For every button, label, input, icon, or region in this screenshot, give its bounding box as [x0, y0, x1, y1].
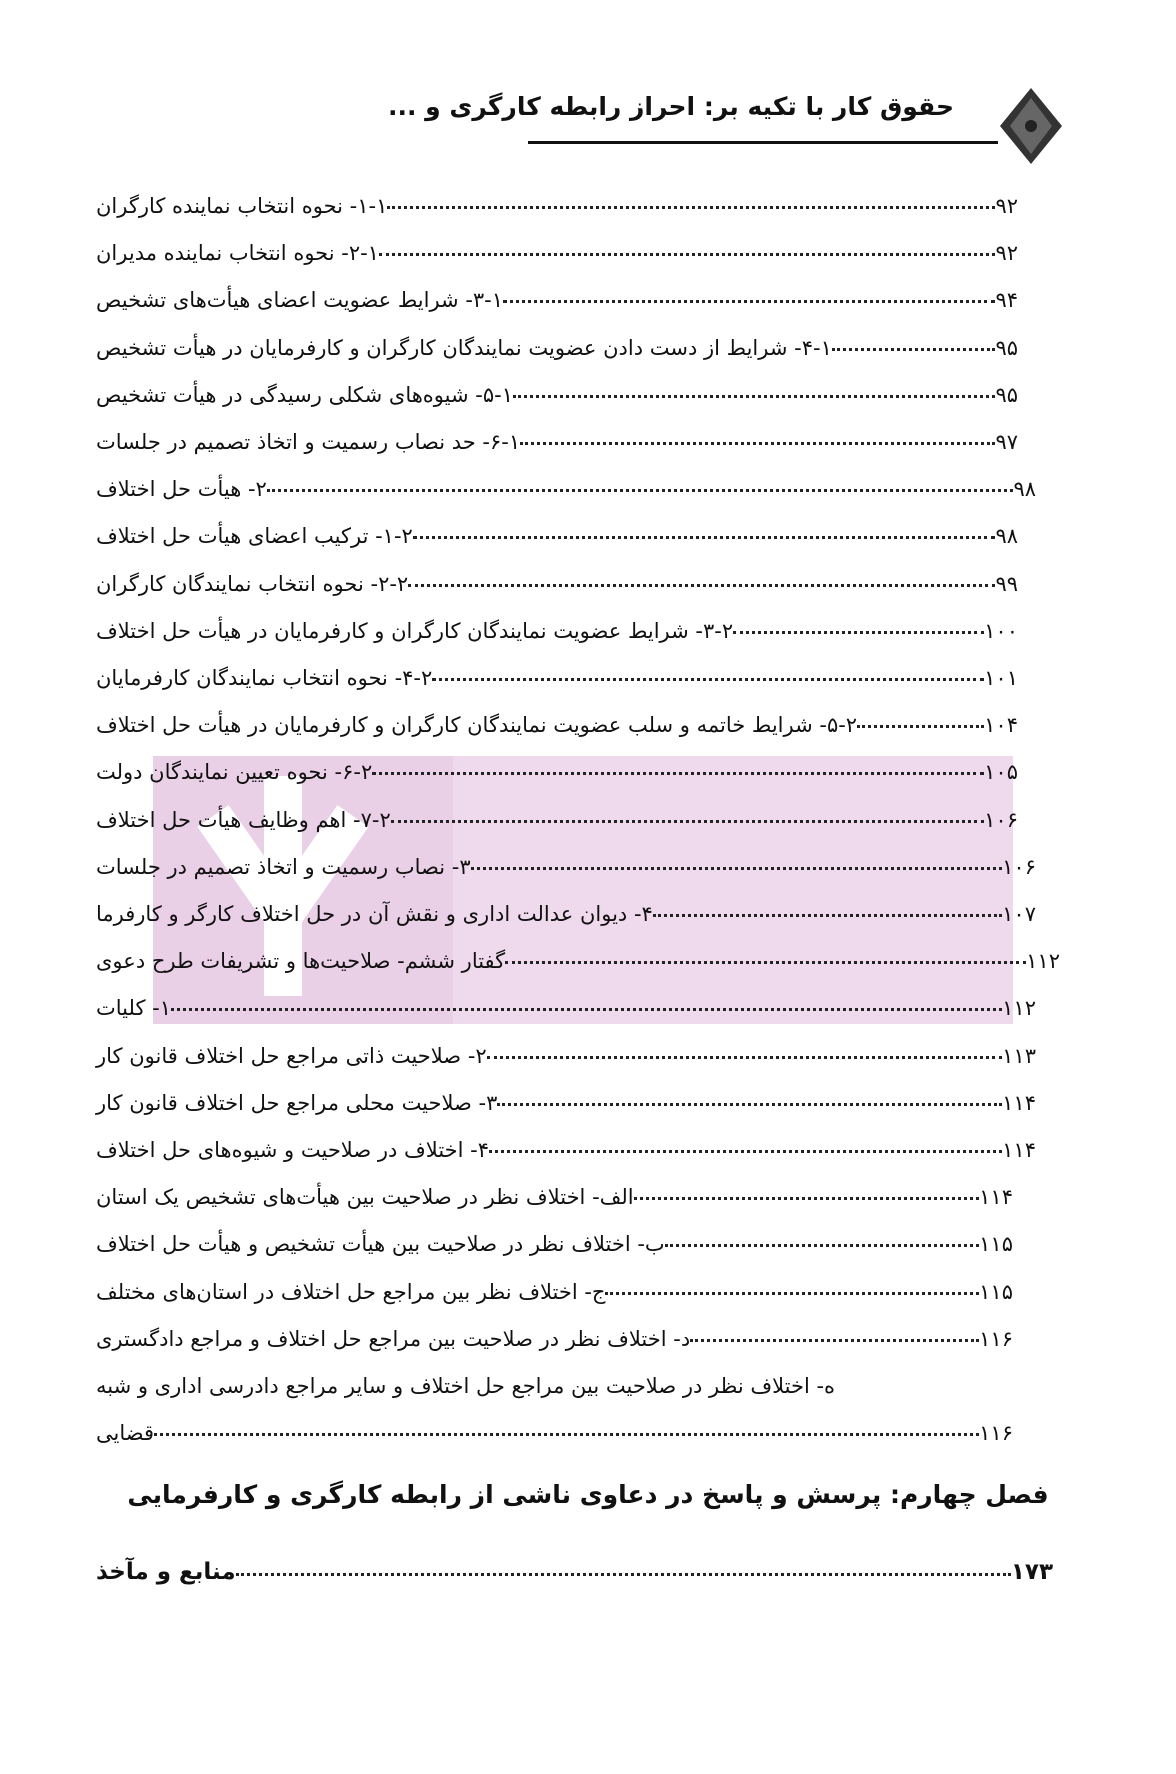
toc-entry[interactable] — [92, 933, 1062, 973]
toc-entry-label: ۲- هیأت حل اختلاف — [96, 477, 267, 502]
toc-entry[interactable] — [92, 508, 1020, 548]
toc-entry-page: ۱۰۶ — [1002, 854, 1036, 879]
dot-leader — [154, 1433, 979, 1436]
dot-leader — [372, 772, 984, 775]
header-rule — [528, 141, 998, 144]
toc-entry-page: ۹۷ — [995, 430, 1018, 454]
toc-entry[interactable] — [92, 1028, 1038, 1068]
toc-entry-page: ۱۰۵ — [984, 760, 1018, 785]
toc-entry[interactable] — [92, 225, 1020, 265]
dot-leader — [690, 1339, 979, 1342]
dot-leader — [503, 300, 995, 303]
toc-entry-label: ۵-۱- شیوه‌های شکلی رسیدگی در هیأت تشخیص — [96, 382, 513, 407]
toc-entry-label: الف- اختلاف نظر در صلاحیت بین هیأت‌های تشخیص یک استان — [96, 1185, 634, 1210]
toc-entry[interactable] — [92, 1358, 1015, 1398]
toc-entry[interactable] — [92, 839, 1038, 879]
toc-entry-label: ۱-۱- نحوه انتخاب نماینده کارگران — [96, 194, 388, 218]
toc-entry-page: ۱۱۲ — [1002, 996, 1036, 1021]
dot-leader — [513, 395, 995, 398]
toc-entry-label: ۳-۲- شرایط عضویت نمایندگان کارگران و کارفرمایان در هیأت حل اختلاف — [96, 618, 734, 643]
toc-entry-page: ۹۵ — [995, 382, 1018, 407]
dot-leader — [413, 536, 996, 539]
toc-entry-page: ۹۴ — [995, 288, 1018, 313]
toc-entry-label: ۶-۲- نحوه تعیین نمایندگان دولت — [96, 760, 373, 785]
toc-entry[interactable] — [92, 650, 1020, 690]
toc-entry-label: ه- اختلاف نظر در صلاحیت بین مراجع حل اختلاف و سایر مراجع دادرسی اداری و شبه — [96, 1374, 836, 1398]
toc-entry-page: ۱۰۶ — [984, 807, 1018, 832]
toc-entry-label: ۴- اختلاف در صلاحیت و شیوه‌های حل اختلاف — [96, 1138, 490, 1162]
toc-entry[interactable] — [92, 556, 1020, 596]
dot-leader — [171, 1008, 1002, 1011]
toc-entry-label: گفتار ششم- صلاحیت‌ها و تشریفات طرح دعوی — [96, 949, 506, 974]
toc-entry[interactable] — [92, 744, 1020, 784]
toc-entry-label: ۷-۲- اهم وظایف هیأت حل اختلاف — [96, 807, 391, 832]
dot-leader — [653, 914, 1002, 917]
toc-entry-page: ۹۲ — [995, 241, 1018, 266]
toc-entry-label: منابع و مآخذ — [96, 1559, 236, 1585]
dot-leader — [505, 961, 1026, 964]
toc-entry-label: ۲-۲- نحوه انتخاب نمایندگان کارگران — [96, 571, 409, 596]
toc-entry-page: ۱۱۴ — [979, 1185, 1013, 1210]
toc-entry[interactable] — [92, 1264, 1015, 1304]
toc-entry-page: ۹۸ — [1013, 477, 1036, 502]
toc-entry-page: ۱۰۰ — [984, 618, 1018, 643]
toc-entry[interactable] — [92, 1122, 1038, 1162]
toc-entry-label: ب- اختلاف نظر در صلاحیت بین هیأت تشخیص و هیأت حل اختلاف — [96, 1232, 665, 1257]
toc-entry[interactable] — [92, 1075, 1038, 1115]
toc-entry[interactable] — [92, 792, 1020, 832]
toc-entry[interactable] — [92, 1311, 1015, 1351]
toc-entry-label: ۶-۱- حد نصاب رسمیت و اتخاذ تصمیم در جلسات — [96, 430, 521, 454]
dot-leader — [832, 348, 996, 351]
toc-entry[interactable] — [92, 603, 1020, 643]
toc-entry[interactable] — [92, 697, 1020, 737]
toc-entry-page: ۱۱۶ — [979, 1326, 1013, 1351]
dot-leader — [379, 253, 995, 256]
dot-leader — [408, 584, 995, 587]
dot-leader — [432, 678, 984, 681]
dot-leader — [391, 820, 984, 823]
chapter-heading: فصل چهارم: پرسش و پاسخ در دعاوی ناشی از رابطه کارگری و کارفرمایی — [127, 1480, 1049, 1509]
toc-entry-label: ۲- صلاحیت ذاتی مراجع حل اختلاف قانون کار — [96, 1043, 487, 1068]
running-header-title: حقوق کار با تکیه بر: احراز رابطه کارگری و ... — [387, 92, 954, 121]
dot-leader — [733, 631, 984, 634]
dot-leader — [665, 1244, 979, 1247]
toc-entry[interactable] — [92, 414, 1020, 454]
toc-entry[interactable] — [92, 1169, 1015, 1209]
toc-entry[interactable] — [92, 178, 1020, 218]
dot-leader — [387, 206, 995, 209]
toc-entry[interactable] — [92, 320, 1020, 360]
toc-entry-label: ۴-۲- نحوه انتخاب نمایندگان کارفرمایان — [96, 666, 433, 690]
dot-leader — [267, 489, 1014, 492]
toc-entry-label: ۲-۱- نحوه انتخاب نماینده مدیران — [96, 241, 379, 266]
toc-entry-label: قضایی — [96, 1421, 154, 1446]
toc-entry-page: ۹۵ — [995, 335, 1018, 360]
toc-entry-label: ۳- نصاب رسمیت و اتخاذ تصمیم در جلسات — [96, 854, 471, 879]
toc-entry-page: ۱۱۴ — [1002, 1090, 1036, 1115]
toc-entry-label: ج- اختلاف نظر بین مراجع حل اختلاف در استان‌های مختلف — [96, 1279, 606, 1304]
dot-leader — [605, 1292, 979, 1295]
toc-entry-page: ۱۱۶ — [979, 1421, 1013, 1446]
toc-entry-label: ۳- صلاحیت محلی مراجع حل اختلاف قانون کار — [96, 1090, 498, 1115]
toc-entry-label: ۵-۲- شرایط خاتمه و سلب عضویت نمایندگان کارگران و کارفرمایان در هیأت حل اختلاف — [96, 713, 858, 738]
toc-entry-page: ۹۹ — [995, 571, 1018, 596]
toc-entry-page: ۱۱۴ — [1002, 1138, 1036, 1162]
dot-leader — [489, 1150, 1002, 1153]
toc-entry[interactable] — [92, 367, 1020, 407]
toc-entry-page: ۹۸ — [995, 524, 1018, 549]
toc-entry-label: ۱- کلیات — [96, 996, 171, 1021]
dot-leader — [487, 1056, 1002, 1059]
toc-entry[interactable] — [92, 980, 1038, 1020]
toc-entry-page: ۱۰۱ — [984, 666, 1018, 690]
dot-leader — [520, 442, 995, 445]
toc-entry-label: ۴- دیوان عدالت اداری و نقش آن در حل اختلاف کارگر و کارفرما — [96, 902, 653, 926]
toc-entry-page: ۹۲ — [995, 194, 1018, 218]
dot-leader — [634, 1197, 980, 1200]
dot-leader — [857, 725, 984, 728]
dot-leader — [471, 867, 1003, 870]
toc-entry[interactable] — [92, 1405, 1015, 1445]
toc-entry[interactable] — [92, 461, 1038, 501]
page-ornament-diamond-icon — [1000, 88, 1062, 164]
toc-entry-page: ۱۱۲ — [1026, 949, 1060, 974]
toc-entry[interactable] — [92, 886, 1038, 926]
toc-entry-page: ۱۰۴ — [984, 713, 1018, 738]
toc-entry-page: ۱۱۵ — [979, 1232, 1013, 1257]
toc-entry-page: ۱۱۵ — [979, 1279, 1013, 1304]
toc-entry-page: ۱۰۷ — [1002, 902, 1036, 926]
toc-entry-label: ۳-۱- شرایط عضویت اعضای هیأت‌های تشخیص — [96, 288, 504, 313]
dot-leader — [236, 1573, 1011, 1576]
toc-entry-label: ۴-۱- شرایط از دست دادن عضویت نمایندگان کارگران و کارفرمایان در هیأت تشخیص — [96, 335, 832, 360]
toc-entry-label: د- اختلاف نظر در صلاحیت بین مراجع حل اختلاف و مراجع دادگستری — [96, 1326, 691, 1351]
toc-entry-page: ۱۷۳ — [1010, 1559, 1053, 1585]
toc-entry-page: ۱۱۳ — [1002, 1043, 1036, 1068]
toc-entry-sources[interactable] — [92, 1545, 1055, 1585]
toc-entry-label: ۱-۲- ترکیب اعضای هیأت حل اختلاف — [96, 524, 413, 549]
toc-entry[interactable] — [92, 1216, 1015, 1256]
dot-leader — [497, 1103, 1002, 1106]
toc-entry[interactable] — [92, 272, 1020, 312]
